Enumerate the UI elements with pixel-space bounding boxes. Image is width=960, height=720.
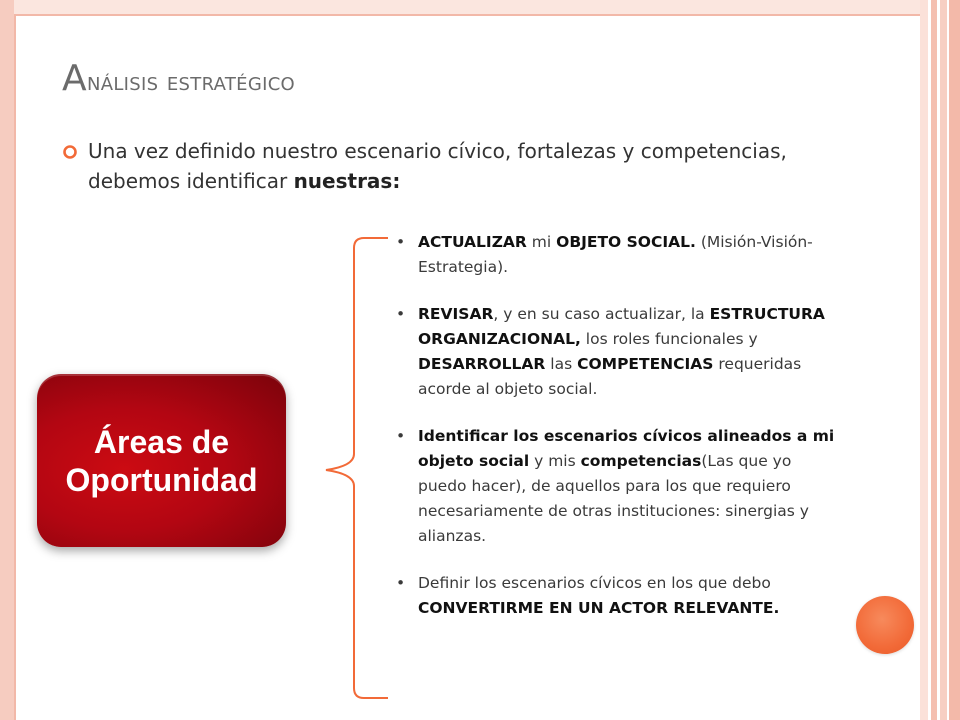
slide-title (62, 58, 295, 99)
frame-top-border (14, 0, 920, 14)
frame-inner-top-line (14, 14, 920, 16)
curly-brace-icon (318, 230, 398, 710)
areas-de-oportunidad-box (37, 374, 286, 547)
bullet-text-run: requeridas acorde al objeto social. (418, 355, 802, 398)
bullet-bold-run: DESARROLLAR (418, 355, 546, 373)
bullet-text-run: , y en su caso actualizar, la (493, 305, 710, 323)
bullet-bold-run: OBJETO SOCIAL. (556, 233, 696, 251)
bullet-dot: • (396, 305, 406, 323)
bullet-text-run: Definir los escenarios cívicos en los que debo (418, 574, 771, 592)
bullet-text-run: y mis (529, 452, 581, 470)
area-label (47, 423, 277, 499)
orange-circle-decoration (856, 596, 914, 654)
bullet-text-run: mi (526, 233, 557, 251)
right-stripes (920, 0, 960, 720)
bullet-item-2 (396, 302, 842, 402)
bullet-item-1 (396, 230, 842, 280)
stripe (920, 0, 928, 720)
intro-text (88, 136, 832, 196)
orange-ring-bullet-icon (62, 144, 78, 160)
bullet-bold-run: ESTRUCTURA ORGANIZACIONAL, (418, 305, 825, 348)
stripe (949, 0, 960, 720)
bullet-dot: • (396, 427, 406, 445)
title-rest: nálisis estratégico (86, 67, 296, 97)
area-label-line1: Áreas de (93, 423, 230, 460)
bullet-bold-run: CONVERTIRME EN UN ACTOR RELEVANTE. (418, 599, 780, 617)
bullet-item-4 (396, 571, 842, 621)
bullet-item-3 (396, 424, 842, 549)
bullet-text-run: las (545, 355, 578, 373)
bullet-bold-run: ACTUALIZAR (418, 233, 527, 251)
bullet-bold-run: REVISAR (418, 305, 494, 323)
bullet-bold-run: competencias (580, 452, 702, 470)
intro-paragraph (62, 136, 832, 196)
bullet-list (396, 230, 842, 643)
frame-inner-left-line (14, 14, 16, 720)
bullet-text-run: (Misión-Visión-Estrategia). (418, 233, 813, 276)
title-initial: A (62, 58, 87, 99)
area-label-line2: Oportunidad (65, 461, 258, 498)
stripe (940, 0, 947, 720)
bullet-dot: • (396, 574, 406, 592)
intro-text-plain: Una vez definido nuestro escenario cívico, fortalezas y competencias, debemos identificar (88, 139, 787, 193)
bullet-bold-run: Identificar los escenarios cívicos alineados a mi objeto social (418, 427, 835, 470)
bullet-dot: • (396, 233, 406, 251)
intro-text-bold: nuestras: (293, 169, 401, 193)
bullet-text-run: (Las que yo puedo hacer), de aquellos para los que requiero necesariamente de otras instituciones: sinergias y alianzas. (418, 452, 809, 545)
bullet-text-run: los roles funcionales y (580, 330, 758, 348)
frame-left-border (0, 0, 14, 720)
bullet-bold-run: COMPETENCIAS (577, 355, 714, 373)
